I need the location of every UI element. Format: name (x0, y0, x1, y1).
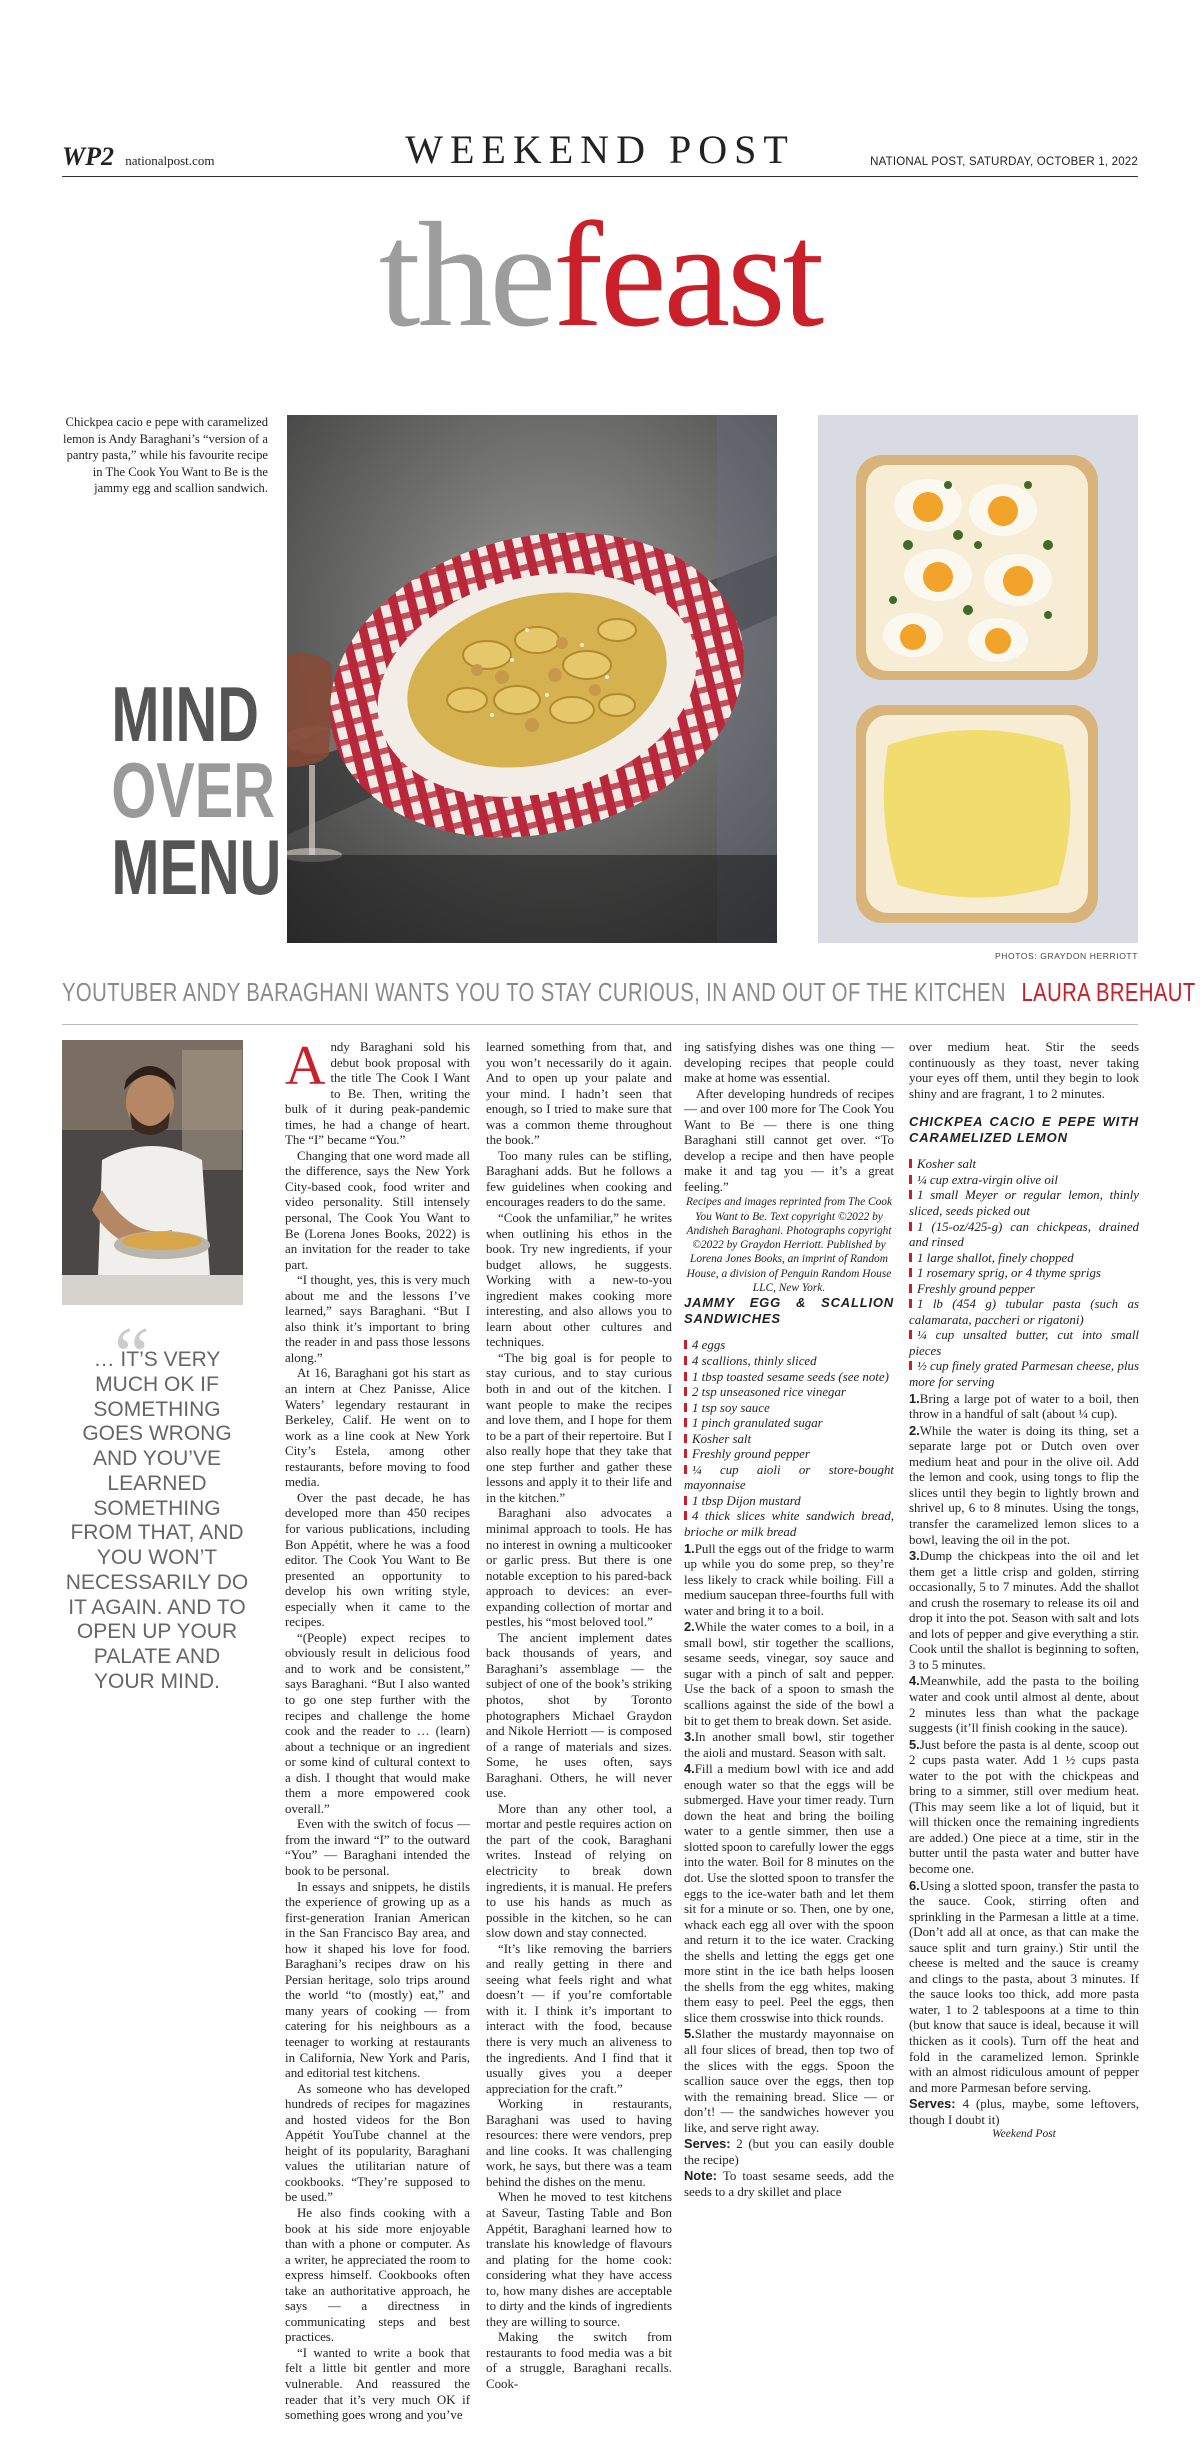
ingredient: 1 pinch granulated sugar (684, 1416, 894, 1432)
article-paragraph: ing satisfying dishes was one thing — developing recipes that people could make at home was essential. (684, 1040, 894, 1086)
recipe-serves (909, 2096, 1139, 2128)
article-paragraph: At 16, Baraghani got his start as an intern at Chez Panisse, Alice Waters’ legendary restaurant in Berkeley, Calif. He went on to work as a line cook at New York City’s Estela, among other restaurants, before moving to food media. (285, 1366, 470, 1490)
recipe-step (909, 1737, 1139, 1878)
ingredient: 4 scallions, thinly sliced (684, 1354, 894, 1370)
step-text: While the water comes to a boil, in a small bowl, stir together the scallions, sesame seeds, vinegar, soy sauce and sugar with a pinch of salt and pepper. Use the back of a spoon to smash the scallions against the side of the bowl a bit to get them to break down. Set aside. (684, 1620, 894, 1728)
note-label: Note: (684, 2168, 717, 2184)
pull-quote: … IT’S VERY MUCH OK IF SOMETHING GOES WRONG AND YOU’VE LEARNED SOMETHING FROM THAT, AND YOU WON’T NECESSARILY DO IT AGAIN. AND TO OPEN UP YOUR PALATE AND YOUR MIND. (65, 1348, 249, 1693)
step-text: While the water is doing its thing, set a separate large pot or Dutch oven over medium heat and pour in the olive oil. Add the lemon and cook, using tongs to flip the slices until they begin to lightly brown and shrivel up, 6 to 8 minutes. Using the tongs, transfer the caramelized lemon slices to a bowl, leaving the oil in the pot. (909, 1423, 1139, 1547)
sandwich-photo (818, 415, 1138, 943)
photo-caption: Chickpea cacio e pepe with caramelized lemon is Andy Baraghani’s “version of a pantry pasta,” while his favourite recipe in The Cook You Want to Be is the jammy egg and scallion sandwich. (63, 415, 268, 496)
step-text: Fill a medium bowl with ice and add enough water so that the eggs will be submerged. Have your timer ready. Turn down the heat and bring the boiling water to a gentle simmer, then use a slotted spoon to carefully lower the eggs into the water. Boil for 8 minutes on the dot. Use the slotted spoon to transfer the eggs to the ice-water bath and let them sit for a minute or so. Then, one by one, whack each egg all over with the spoon and return it to the ice water. Cracking the shells and letting the eggs get one more stint in the ice bath helps loosen the shells from the egg whites, making them easy to peel. Peel the eggs, then slice them crosswise into thick rounds. (684, 1762, 894, 2025)
serves-value: 2 (but you can easily double the recipe) (684, 2137, 894, 2167)
article-paragraph: Over the past decade, he has developed more than 450 recipes for various publications, including Bon Appétit, where he was a food editor. The Cook You Want to Be presented an opportunity to develop his own writing style, especially when it came to the recipes. (285, 1490, 470, 1630)
sign-off: Weekend Post (992, 2128, 1056, 2141)
deck-divider (62, 1024, 1138, 1025)
article-paragraph: learned something from that, and you won’t necessarily do it again. And to open up your palate and your mind. I hadn’t seen that enough, so I tried to make sure that was a common theme throughout the book.” (486, 1040, 672, 1148)
ingredient: Freshly ground pepper (909, 1282, 1139, 1298)
recipe-2-ingredients (909, 1157, 1139, 1390)
step-number: 6. (909, 1877, 920, 1893)
step-text: Using a slotted spoon, transfer the pasta to the sauce. Cook, stirring often and sprinkling in the Parmesan a little at a time. (Don’t add all at once, as that can make the sauce split and turn grainy.) Stir until the cheese is melted and the sauce is creamy and clings to the pasta, about 3 minutes. If the sauce looks too thick, add more pasta water, 1 to 2 tablespoons at a time to thin (but know that sauce is ideal, because it will thicken as it cools). Turn off the heat and fold in the caramelized lemon. Sprinkle with an almost ridiculous amount of pepper and more Parmesan before serving. (909, 1878, 1139, 2095)
recipe-step (684, 2026, 894, 2136)
recipe-step (684, 1619, 894, 1729)
article-paragraph: In essays and snippets, he distils the experience of growing up as a first-generation Iranian American in the San Francisco Bay area, and how it shaped his love for food. Baraghani’s recipes draw on his Persian heritage, solo trips around the world “to (mostly) eat,” and many years of cooking — from catering for his neighbours as a teenager to working at restaurants in California, New York and Paris, and editorial test kitchens. (285, 1879, 470, 2081)
ingredient: Kosher salt (684, 1432, 894, 1448)
article-column-3 (684, 1040, 894, 2200)
step-text: Bring a large pot of water to a boil, then throw in a handful of salt (about ¼ cup). (909, 1391, 1139, 1422)
step-number: 1. (684, 1540, 695, 1556)
recipe-step (684, 1541, 894, 1620)
step-text: Meanwhile, add the pasta to the boiling water and cook until almost al dente, about 2 minutes less than what the package suggests (it’ll finish cooking in the sauce). (909, 1674, 1139, 1736)
section-logo-feast: feast (553, 192, 822, 358)
ingredient: 1 tbsp toasted sesame seeds (see note) (684, 1370, 894, 1386)
article-paragraph: Baraghani also advocates a minimal approach to tools. He has no interest in owning a multicooker or garlic press. But there is one notable exception to his pared-back approach to devices: an ever-expanding collection of mortar and pestles, his “most beloved tool.” (486, 1506, 672, 1630)
recipe-step (909, 1423, 1139, 1548)
ingredient: ¼ cup extra-virgin olive oil (909, 1173, 1139, 1189)
article-column-2 (486, 1040, 672, 2393)
recipe-1-ingredients (684, 1338, 894, 1540)
section-logo-the: the (378, 192, 554, 358)
article-paragraph: Making the switch from restaurants to food media was a bit of a struggle, Baraghani recalls. Cook- (486, 2330, 672, 2392)
ingredient: Kosher salt (909, 1157, 1139, 1173)
article-paragraph: “The big goal is for people to stay curious, and to stay curious both in and out of the kitchen. I want people to make the recipes and love them, and I hope for them to be a part of their repertoire. But I also really hope that they take that one step further and gather these lessons and apply it to their life and in the kitchen.” (486, 1350, 672, 1505)
ingredient: ¼ cup unsalted butter, cut into small pieces (909, 1328, 1139, 1358)
step-text: Dump the chickpeas into the oil and let them get a little crisp and golden, stirring occasionally, 5 to 7 minutes. Add the shallot and crush the rosemary to release its oil and drop it into the pot. Season with salt and lots and lots of pepper and give everything a stir. Cook until the shallot is beginning to soften, 3 to 5 minutes. (909, 1549, 1139, 1672)
recipe-note (684, 2168, 894, 2200)
article-column-1 (285, 1035, 470, 2424)
byline: LAURA BREHAUT (1021, 977, 1196, 1007)
article-paragraph: “It’s like removing the barriers and really getting in there and seeing what feels right and what doesn’t — if you’re comfortable with it. I think it’s important to interact with the food, because there is very much an aliveness to the ingredients. And I find that it usually gives you a deeper appreciation for the craft.” (486, 1941, 672, 2096)
step-number: 3. (909, 1548, 920, 1564)
recipe-step (909, 1878, 1139, 2097)
ingredient: 1 tsp soy sauce (684, 1401, 894, 1417)
step-text: Just before the pasta is al dente, scoop out 2 cups pasta water. Add 1 ½ cups pasta water to the pot with the chickpeas and bring to a simmer, still over medium heat. (This may seem like a lot of liquid, but it will thicken once the remaining ingredients are added.) One piece at a time, stir in the butter until the pasta water and butter have become one. (909, 1737, 1139, 1876)
step-number: 5. (909, 1736, 920, 1752)
recipe-note-continued: over medium heat. Stir the seeds continuously as they toast, never taking your eyes off them, until they begin to look shiny and are fragrant, 1 to 2 minutes. (909, 1040, 1139, 1101)
step-number: 3. (684, 1729, 695, 1745)
article-paragraph: “Cook the unfamiliar,” he writes when outlining his ethos in the book. Try new ingredients, if your budget allows, he suggests. Working with a new-to-you ingredient makes cooking more interesting, and also allows you to learn about other cultures and techniques. (486, 1211, 672, 1350)
headline-line-1: MIND (111, 670, 259, 758)
ingredient: Freshly ground pepper (684, 1447, 894, 1463)
article-paragraph: After developing hundreds of recipes — and over 100 more for The Cook You Want to Be — there is one thing Baraghani still cannot get over. “To develop a recipe and then have people make it and tag you — it’s a great feeling.” (684, 1086, 894, 1194)
headline (111, 670, 282, 911)
recipe-credit: Recipes and images reprinted from The Cook You Want to Be. Text copyright ©2022 by Andisheh Baraghani. Photographs copyright ©2022 by Graydon Herriott. Published by Lorena Jones Books, an imprint of Random House, a division of Penguin Random House LLC, New York. (685, 1196, 893, 1294)
ingredient: 2 tsp unseasoned rice vinegar (684, 1385, 894, 1401)
step-number: 2. (684, 1619, 695, 1635)
ingredient: 1 (15-oz/425-g) can chickpeas, drained and rinsed (909, 1219, 1139, 1250)
step-text: In another small bowl, stir together the aioli and mustard. Season with salt. (684, 1730, 894, 1760)
newspaper-title: WEEKEND POST (405, 127, 795, 172)
serves-label: Serves: (684, 2136, 731, 2152)
note-text: To toast sesame seeds, add the seeds to a dry skillet and place (684, 2169, 894, 2199)
pasta-photo (287, 415, 777, 943)
photo-credit: PHOTOS: GRAYDON HERRIOTT (994, 951, 1138, 961)
page-number: WP2 (62, 142, 114, 171)
recipe-step (909, 1673, 1139, 1736)
step-number: 2. (909, 1422, 920, 1438)
ingredient: ¼ cup aioli or store-bought mayonnaise (684, 1462, 894, 1493)
ingredient: 4 thick slices white sandwich bread, brioche or milk bread (684, 1509, 894, 1539)
masthead-divider (62, 176, 1138, 177)
section-logo (0, 192, 1200, 358)
step-number: 4. (684, 1761, 695, 1777)
recipe-step (909, 1391, 1139, 1423)
quote-mark-icon: “ (114, 1312, 150, 1400)
article-paragraph: “(People) expect recipes to obviously result in delicious food and to work and be consistent,” says Baraghani. “But I also wanted to go one step further with the recipes and challenge the home cook and the reader to … (learn) about a technique or an ingredient or some kind of cultural context to a dish. I thought that would make them a more empowered cook overall.” (285, 1630, 470, 1816)
recipe-2-title: CHICKPEA CACIO E PEPE WITH CARAMELIZED LEMON (909, 1114, 1139, 1145)
step-text: Slather the mustardy mayonnaise on all four slices of bread, then top two of the slices with the eggs. Spoon the scallion sauce over the eggs, then top with the remaining bread. Slice — or don’t! — the sandwiches however you like, and serve right away. (684, 2027, 894, 2135)
article-paragraph: Even with the switch of focus — from the inward “I” to the outward “You” — Baraghani intended the book to be personal. (285, 1817, 470, 1878)
drop-cap: A (285, 1035, 326, 1097)
article-column-4 (909, 1040, 1139, 2142)
ingredient: 1 lb (454 g) tubular pasta (such as calamarata, paccheri or rigatoni) (909, 1297, 1139, 1327)
recipe-step (684, 1729, 894, 1761)
article-paragraph: More than any other tool, a mortar and pestle requires action on the part of the cook, Baraghani writes. Instead of relying on electricity to break down ingredients, it is manual. He prefers to use his hands as much as possible in the kitchen, so he can slow down and stay connected. (486, 1801, 672, 1941)
ingredient: 1 small Meyer or regular lemon, thinly sliced, seeds picked out (909, 1188, 1139, 1219)
headline-line-3: MENU (111, 822, 282, 911)
article-paragraph: As someone who has developed hundreds of recipes for magazines and hosted videos for the Bon Appétit YouTube channel at the height of its popularity, Baraghani values the utilitarian nature of cookbooks. “They’re supposed to be used.” (285, 2081, 470, 2205)
headline-line-2: OVER (111, 746, 275, 835)
step-number: 4. (909, 1673, 920, 1689)
dateline: NATIONAL POST, SATURDAY, OCTOBER 1, 2022 (870, 156, 1138, 168)
site-url[interactable]: nationalpost.com (125, 153, 215, 168)
deck (62, 977, 1196, 1008)
ingredient: 1 rosemary sprig, or 4 thyme sprigs (909, 1266, 1139, 1282)
article-paragraph: When he moved to test kitchens at Saveur, Tasting Table and Bon Appétit, Baraghani learned how to translate his knowledge of flavours and plating for the home cook: considering what they have access to, how many dishes are acceptable to dirty and the kinds of ingredients they are willing to source. (486, 2190, 672, 2329)
step-text: Pull the eggs out of the fridge to warm up while you do some prep, so they’re less likely to crack while boiling. Fill a medium saucepan three-fourths full with water and bring it to a boil. (684, 1541, 894, 1618)
article-paragraph: Too many rules can be stifling, Baraghani adds. But he follows a few guidelines when cooking and encourages readers to do the same. (486, 1148, 672, 1210)
article-paragraph: Changing that one word made all the difference, says the New York City-based cook, food writer and video personality. Still intensely personal, The Cook You Want to Be (Lorena Jones Books, 2022) is an invitation for the reader to take part. (285, 1148, 470, 1272)
step-number: 1. (909, 1390, 920, 1406)
step-number: 5. (684, 2026, 695, 2042)
recipe-1-title: JAMMY EGG & SCALLION SANDWICHES (684, 1295, 894, 1326)
ingredient: 1 large shallot, finely chopped (909, 1251, 1139, 1267)
article-paragraph: The ancient implement dates back thousands of years, and Baraghani’s assemblage — the subject of one of the book’s striking photos, shot by Toronto photographers Michael Graydon and Nikole Herriott — is composed of a range of materials and sizes. Some, he uses often, says Baraghani. Others, he will never use. (486, 1630, 672, 1801)
serves-label: Serves: (909, 2096, 956, 2112)
article-paragraph (285, 1035, 470, 1149)
recipe-serves (684, 2136, 894, 2168)
article-lede: ndy Baraghani sold his debut book proposal with the title The Cook I Want to Be. Then, writing the bulk of it during peak-pandemic times, he had a change of heart. The “I” became “You.” (285, 1040, 470, 1148)
article-paragraph: Working in restaurants, Baraghani was used to having resources: there were vendors, prep and line cooks. It was challenging work, he says, but there was a team behind the dishes on the menu. (486, 2097, 672, 2189)
deck-text: YOUTUBER ANDY BARAGHANI WANTS YOU TO STAY CURIOUS, IN AND OUT OF THE KITCHEN (62, 977, 1006, 1007)
author-portrait (62, 1040, 243, 1305)
ingredient: ½ cup finely grated Parmesan cheese, plus more for serving (909, 1359, 1139, 1390)
serves-value: 4 (plus, maybe, some leftovers, though I doubt it) (909, 2097, 1139, 2127)
article-paragraph: “I thought, yes, this is very much about me and the lessons I’ve learned,” says Baraghani. “But I also think it’s important to bring the reader in and pass those lessons along.” (285, 1273, 470, 1365)
article-paragraph: He also finds cooking with a book at his side more enjoyable than with a phone or computer. As a writer, he appreciated the room to express himself. Cookbooks often take an authoritative approach, he says — a directness in communicating steps and best practices. (285, 2206, 470, 2345)
ingredient: 4 eggs (684, 1338, 894, 1354)
ingredient: 1 tbsp Dijon mustard (684, 1494, 894, 1510)
recipe-step (909, 1548, 1139, 1673)
recipe-step (684, 1761, 894, 2026)
article-paragraph: “I wanted to write a book that felt a little bit gentler and more vulnerable. And reassured the reader that it’s very much OK if something goes wrong and you’ve (285, 2345, 470, 2423)
